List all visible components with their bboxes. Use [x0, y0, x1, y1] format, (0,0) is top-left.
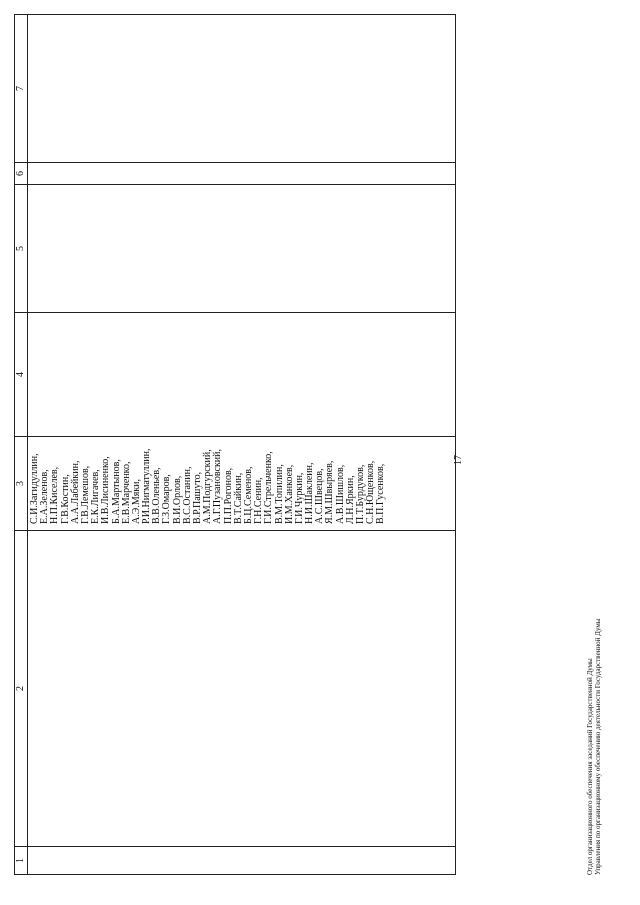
name-entry: В.И.Орлов, — [171, 475, 183, 524]
footer-line-2: Управления по организационному обеспечению деятельности Государственной Думы — [594, 618, 602, 875]
name-entry: Б.А.Мартынов, — [110, 459, 122, 524]
cell-col-6 — [28, 163, 456, 185]
name-entry: А.Г.Пузановский, — [212, 449, 224, 524]
name-entry: Г.И.Стрельченко, — [263, 451, 275, 524]
name-entry: Н.И.Шаклеин, — [304, 462, 316, 524]
name-entry: Г.И.Чуркин, — [293, 472, 305, 524]
column-header-2: 2 — [15, 531, 28, 847]
name-entry: Р.И.Нигматуллин, — [141, 448, 153, 524]
name-entry: В.П.Гусенков, — [375, 463, 387, 524]
name-entry: А.М.Подгурский, — [202, 449, 214, 524]
cell-col-7 — [28, 15, 456, 163]
column-header-4: 4 — [15, 313, 28, 437]
column-header-7: 7 — [15, 15, 28, 163]
name-entry: И.В.Лисиненко, — [100, 456, 112, 524]
cell-col-3-names — [28, 437, 456, 531]
name-entry: Л.Н.Яркин, — [344, 475, 356, 524]
footer-line-1: Отдел организационного обеспечения заседаний Государственной Думы — [586, 658, 594, 875]
name-entry: А.Э.Мяки, — [130, 478, 142, 524]
cell-col-1 — [28, 847, 456, 875]
voting-table — [14, 14, 456, 875]
table-header-row — [15, 15, 28, 875]
name-entry: Г.З.Омаров, — [161, 474, 173, 524]
name-entry: Н.П.Киселев, — [49, 466, 61, 524]
name-entry: Е.А.Зеленов, — [39, 469, 51, 524]
cell-col-4 — [28, 313, 456, 437]
name-entry: П.Т.Бурдуков, — [355, 464, 366, 524]
name-entry: П.П.Рогонов, — [222, 467, 234, 524]
cell-col-5 — [28, 185, 456, 313]
name-entry: И.М.Ханкоев, — [283, 464, 295, 524]
page-number: 17 — [453, 455, 464, 465]
column-header-3: 3 — [15, 437, 28, 531]
names-list — [28, 437, 387, 530]
column-header-1: 1 — [15, 847, 28, 875]
name-entry: А.В.Шишлов, — [334, 464, 346, 524]
cell-col-2 — [28, 531, 456, 847]
name-entry: Е.В.Марченко, — [120, 461, 132, 524]
name-entry: В.В.Оленьев, — [151, 467, 163, 524]
name-entry: Г.В.Костин, — [59, 474, 71, 524]
name-entry: С.Н.Ющенков, — [365, 460, 377, 524]
name-entry: В.С.Останин, — [181, 466, 193, 524]
column-header-6: 6 — [15, 163, 28, 185]
name-entry: В.М.Топилин, — [273, 464, 285, 524]
name-entry: Б.Ц.Семенов, — [242, 466, 254, 524]
column-header-5: 5 — [15, 185, 28, 313]
name-entry: В.Р.Пашуто, — [192, 471, 203, 524]
name-entry: А.А.Лабейкин, — [69, 460, 81, 524]
table-body-row — [28, 15, 456, 875]
name-entry: Я.М.Швыряев, — [324, 460, 336, 524]
name-entry: Е.К.Лигачев, — [90, 469, 102, 524]
name-entry: В.Т.Сайкин, — [232, 472, 244, 524]
name-entry: Г.В.Лемешов, — [79, 465, 91, 524]
footer-note — [586, 619, 602, 875]
name-entry: С.И.Загидуллин, — [29, 453, 40, 524]
name-entry: Г.Н.Сенин, — [253, 477, 265, 524]
name-entry: А.С.Швецов, — [314, 468, 326, 524]
